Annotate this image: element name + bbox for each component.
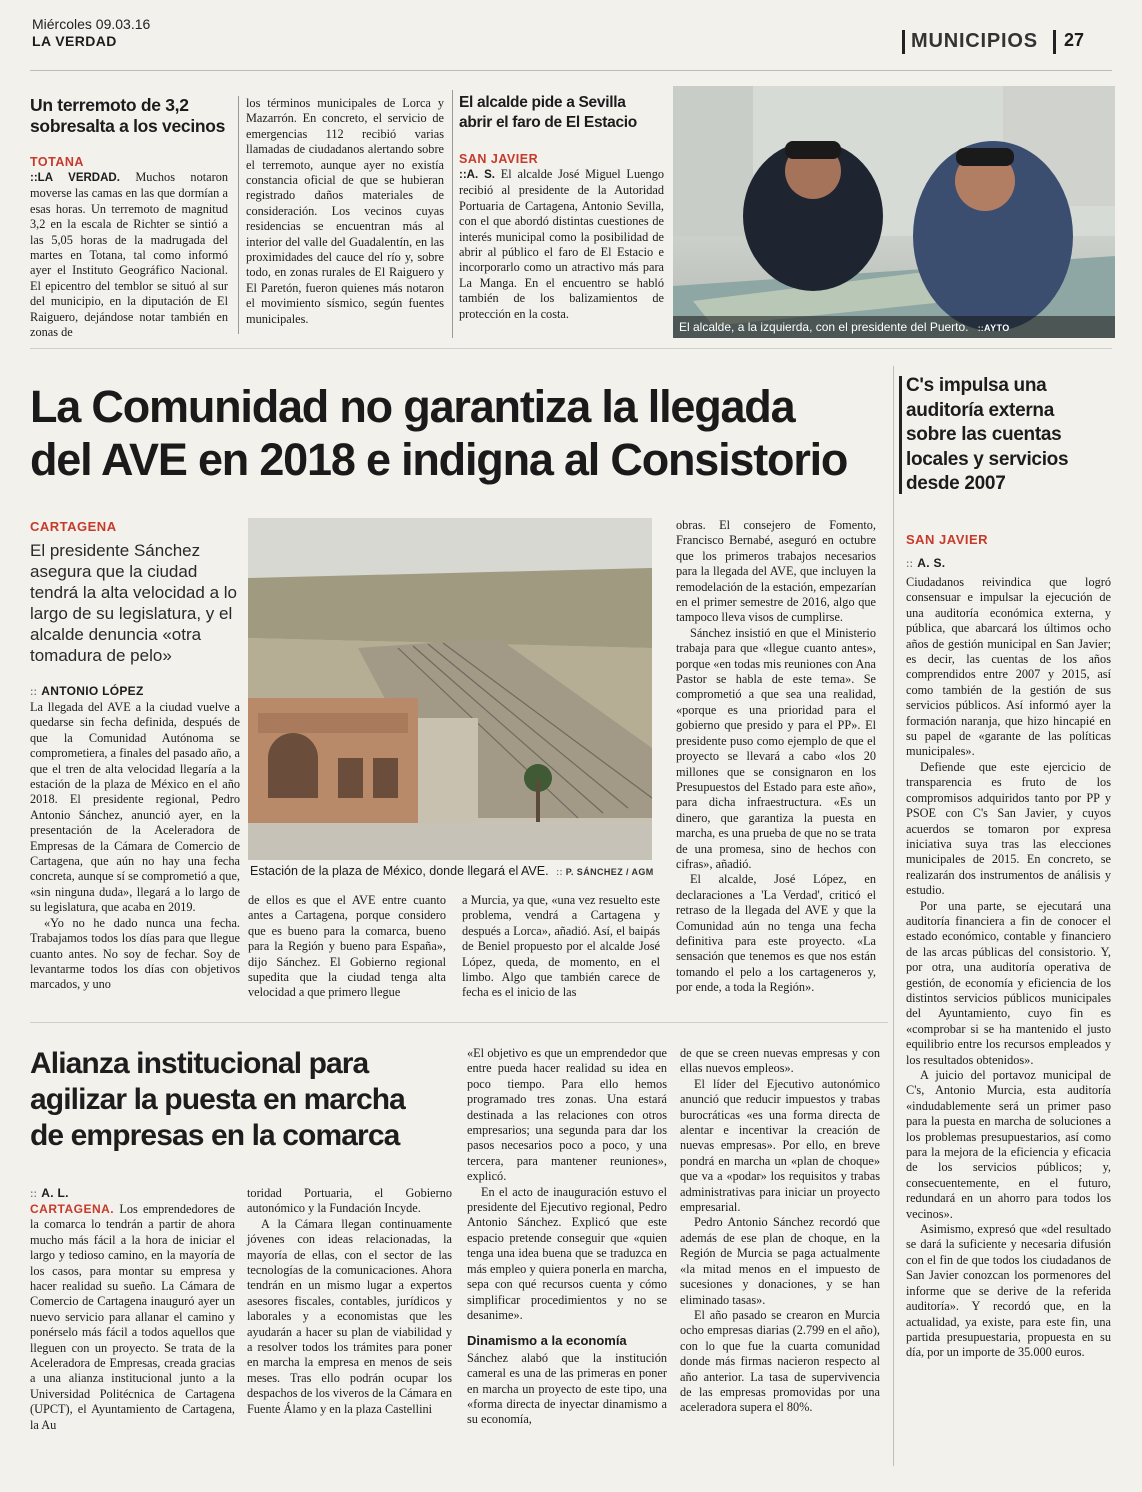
- ave-headline: [30, 380, 890, 486]
- faro-photo-illustration: [673, 86, 1115, 338]
- terremoto-headline-line2: sobresalta a los vecinos: [30, 116, 226, 136]
- ave-credit: :: P. SÁNCHEZ / AGM: [556, 867, 654, 877]
- ave-col3-text: a Murcia, ya que, «una vez resuelto este problema, vendrá a Cartagena y después a Lorca», añadió. Así, el baipás de Beniel propuesto por el alcalde José López, queda, de momento, en el limbo. Algo que también carece de fecha es el inicio de las: [462, 893, 660, 1000]
- faro-text-block: [459, 167, 664, 322]
- alianza-col2-p2: A la Cámara llegan continuamente jóvenes con ideas relacionadas, la mayoría de ellas, con el sector de las tecnologías de la comunicaciones. Ahora tendrán en un mismo lugar a expertos asesores fiscales, contables, jurídicos y laborales y a economistas que les ayudarán a hacer su plan de viabilidad y a resolver todos los trámites para poner en marcha la empresa en menos de seis meses. Tras ello podrán ocupar los despachos de los viveros de la Cámara en Fuente Álamo y en la plaza Castellini: [247, 1216, 452, 1416]
- terremoto-col1: [30, 170, 228, 340]
- auditoria-byline: A. S.: [917, 556, 946, 570]
- ave-byline: ANTONIO LÓPEZ: [41, 684, 144, 698]
- auditoria-p1: Ciudadanos reivindica que logró consensuar e impulsar la ejecución de una auditoría económica externa, y pública, que abarcará los últimos ocho años de gestión municipal en San Javier; es decir, las cuentas de los años comprendidos entre 2007 y 2015, así como también de la gestión de sus servicios públicos. Así informó ayer la formación naranja, que hizo hincapié en su papel de «garante de las políticas municipales».: [906, 575, 1111, 759]
- auditoria-headline-line2: auditoría externa: [906, 399, 1055, 421]
- ave-headline-line1: La Comunidad no garantiza la llegada: [30, 381, 795, 432]
- auditoria-p4: A juicio del portavoz municipal de C's, Antonio Murcia, esta auditoría «indudablemente será un primer paso para la puesta en marcha de soluciones a los problemas presupuestarios, así como para la mejora de la eficiencia y eficacia de los servicios públicos; y, consecuentemente, en el futuro, redundará en un ahorro para todos los vecinos».: [906, 1068, 1111, 1221]
- masthead-paper: LA VERDAD: [32, 33, 117, 49]
- terremoto-col1-text: Muchos notaron moverse las camas en las que dormían a esas horas. Un terremoto de magnitud 3,2 en la escala de Richter se sintió a las 5,05 horas de la madrugada del martes en Totana, tal como informó ayer el Instituto Geográfico Nacional. El epicentro del temblor se situó al sur del municipio, en la diputación de El Raiguero, dejándose notar también en zonas de: [30, 170, 228, 340]
- alianza-col4-p4: El año pasado se crearon en Murcia ocho empresas diarias (2.799 en el año), con lo que fue la cuarta comunidad donde más firmas nacieron respecto al año anterior. La tasa de supervivencia de las empresas promovidas por una aceleradora supera el 80%.: [680, 1307, 880, 1415]
- faro-headline-line2: abrir el faro de El Estacio: [459, 114, 637, 131]
- alianza-col3: [467, 1046, 667, 1428]
- terremoto-col2-text: los términos municipales de Lorca y Mazarrón. En concreto, el servicio de emergencias 112 recibió varias llamadas de ciudadanos alertando sobre el terremoto, aunque ayer no existía constancia oficial de que se hubieran registrado daños materiales de consideración. Los vecinos cuyas residencias se encuentran más al interior del valle del Guadalentín, en las proximidades del cauce del río y, sobre todo, en zonas rurales de El Raiguero y El Paretón, fueron quienes más notaron el movimiento sísmico, según fuentes municipales.: [246, 96, 444, 326]
- ave-photo: [248, 518, 652, 860]
- alianza-byline-block: :: A. L.: [30, 1186, 69, 1200]
- auditoria-p2: Defiende que este ejercicio de transparencia es fruto de los compromisos adquiridos tanto por PP y PSOE con C's San Javier, y cuyos acuerdos se tomaron por expresa iniciativa suya tras las elecciones municipales de 2015. En concreto, se realizarán dos instrumentos de análisis y estudio.: [906, 759, 1111, 898]
- alianza-headline: [30, 1046, 470, 1154]
- faro-caption: El alcalde, a la izquierda, con el presidente del Puerto.: [679, 320, 969, 334]
- ave-col4-p3: El alcalde, José López, en declaraciones a 'La Verdad', criticó el retraso de la llegada del AVE y que la Comunidad aún no tenga una fecha definitiva para este proyecto. «La sensación que tenemos es que nos están tomando el pelo a los cartageneros y, por ende, a toda la Región».: [676, 872, 876, 995]
- auditoria-body: [906, 575, 1111, 1361]
- alianza-col3-p3: Sánchez alabó que la institución cameral es una de las primeras en poner en marcha un proyecto de este tipo, una «forma directa de inyectar dinamismo a su economía,: [467, 1350, 667, 1427]
- ave-col1-p2: «Yo no he dado nunca una fecha. Trabajamos todos los días para que llegue cuanto antes. No soy de fechar. Soy de levantarme todos los días con objetivos marcados, y uno: [30, 915, 240, 992]
- terremoto-column-rule: [238, 96, 239, 334]
- section-divider-left: [902, 30, 905, 54]
- alianza-col3-subhead: Dinamismo a la economía: [467, 1333, 627, 1349]
- alianza-location: CARTAGENA.: [30, 1202, 115, 1216]
- ave-col3: [462, 893, 660, 1001]
- alianza-col4-p1: de que se creen nuevas empresas y con ellas nuevos empleos».: [680, 1046, 880, 1076]
- alianza-headline-line2: agilizar la puesta en marcha: [30, 1083, 405, 1116]
- terremoto-headline: [30, 95, 245, 137]
- auditoria-byline-block: :: A. S.: [906, 556, 946, 570]
- terremoto-location: TOTANA: [30, 155, 84, 169]
- ave-headline-line2: del AVE en 2018 e indigna al Consistorio: [30, 434, 848, 485]
- faro-byline: ::A. S.: [459, 169, 495, 181]
- faro-text: El alcalde José Miguel Luengo recibió al presidente de la Autoridad Portuaria de Cartagena, Antonio Sevilla, con el que abordó distintas cuestiones de interés municipal como la posibilidad de abrir al público el faro de El Estacio e incorporarlo como un atractivo más para La Manga. En el encuentro se habló también de los balizamientos de protección en la costa.: [459, 167, 664, 321]
- ave-subhead: El presidente Sánchez asegura que la ciudad tendrá la alta velocidad a lo largo de su legislatura, y el alcalde denuncia «otra tomadura de pelo»: [30, 541, 237, 665]
- alianza-col1: [30, 1202, 235, 1433]
- ave-caption: Estación de la plaza de México, donde llegará el AVE.: [250, 864, 549, 878]
- ave-col4: [676, 518, 876, 996]
- terremoto-headline-line1: Un terremoto de 3,2: [30, 95, 189, 115]
- faro-photo: [673, 86, 1115, 338]
- alianza-col1-text: Los emprendedores de la comarca lo tendrán a partir de ahora mucho más fácil a la hora de iniciar el largo y tedioso camino, en la mayoría de los casos, para montar su empresa y hacer realidad su sueño. La Cámara de Comercio de Cartagena inauguró ayer un nuevo servicio para allanar el camino y ponérselo más fácil a todos aquellos que lleguen con un proyecto. Se trata de la Aceleradora de Empresas, creada gracias a una alianza institucional junto a la Universidad Politécnica de Cartagena (UPCT), el Ayuntamiento de Cartagena, la Au: [30, 1202, 235, 1432]
- ave-caption-block: [250, 864, 660, 878]
- alianza-col3-p1: «El objetivo es que un emprendedor que entre pueda hacer realidad su idea en poco tiempo. Para ello hemos programado tres zonas. Una estará destinada a las relaciones con otros empresarios; una segunda para dar los pasos necesarios poco a poco, y una tercera, para mantener reuniones», explicó.: [467, 1046, 667, 1184]
- auditoria-headline: [906, 374, 1116, 497]
- alianza-col4: [680, 1046, 880, 1416]
- auditoria-headline-line3: sobre las cuentas: [906, 424, 1062, 445]
- ave-byline-block: :: ANTONIO LÓPEZ: [30, 684, 144, 698]
- auditoria-headline-line5: desde 2007: [906, 473, 1006, 494]
- faro-location: SAN JAVIER: [459, 152, 539, 166]
- alianza-headline-line3: de empresas en la comarca: [30, 1119, 400, 1152]
- alianza-col4-p3: Pedro Antonio Sánchez recordó que además de ese plan de choque, en la Región de Murcia se paga actualmente «la mitad menos en el impuesto de sucesiones y donaciones, y se han eliminado tasas».: [680, 1215, 880, 1307]
- ave-location: CARTAGENA: [30, 519, 117, 534]
- terremoto-byline: ::LA VERDAD.: [30, 172, 120, 184]
- sidebar-marker: [899, 376, 902, 494]
- terremoto-col2: [246, 96, 444, 327]
- faro-credit: ::AYTO: [977, 323, 1010, 333]
- alianza-col4-p2: El líder del Ejecutivo autonómico anunció que reducir impuestos y trabas burocráticas «es una forma directa de alentar e incentivar la creación de nuevas empresas». Por ello, en breve pondrá en marcha un «plan de choque» que va a «podar» los requisitos y trabas administrativas para iniciar un proyecto empresarial.: [680, 1076, 880, 1215]
- auditoria-p3: Por una parte, se ejecutará una auditoría financiera a fin de conocer el estado económico, contable y financiero de las arcas públicas del consistorio. Y, por otra, una auditoría operativa de gestión, de economía y eficiencia de los distintos servicios públicos municipales del Ayuntamiento, cuyo fin es «comprobar si se ha mantenido el justo equilibrio entre los recursos empleados y los resultados obtenidos».: [906, 898, 1111, 1067]
- ave-col4-p1: obras. El consejero de Fomento, Francisco Bernabé, aseguró en octubre que los primeros trabajos necesarios para la llegada del AVE, que incluyen la remodelación de la estación, empezarían en el primer semestre de 2016, algo que tampoco lleva visos de cumplirse.: [676, 518, 876, 625]
- auditoria-p5: Asimismo, expresó que «del resultado se dará la suficiente y necesaria difusión con el fin de que todos los ciudadanos de San Javier conozcan los pormenores del informe que se derive de la referida auditoría». Y recordó que, en la actualidad, ya existe, para este fin, una partida presupuestaria, propuesta en su día, por un importe de 35.000 euros.: [906, 1222, 1111, 1360]
- section-title: MUNICIPIOS: [911, 30, 1038, 52]
- ave-bottom-rule: [30, 1022, 888, 1023]
- faro-headline: [459, 93, 669, 133]
- faro-caption-bar: [673, 316, 1115, 338]
- faro-headline-line1: El alcalde pide a Sevilla: [459, 94, 626, 111]
- alianza-headline-line1: Alianza institucional para: [30, 1047, 369, 1080]
- header-rule: [30, 70, 1112, 71]
- top-band-rule: [30, 348, 1112, 349]
- alianza-col2-p1: toridad Portuaria, el Gobierno autonómico y la Fundación Incyde.: [247, 1186, 452, 1216]
- alianza-col3-p2: En el acto de inauguración estuvo el presidente del Ejecutivo regional, Pedro Antonio Sánchez. Explicó que este espacio pretende conseguir que «quien tenga una idea buena que se traduzca en más empleo y quiera ponerla en marcha, sepa con qué recursos cuenta y cómo simplificar procedimientos y no se desanime».: [467, 1184, 667, 1322]
- sidebar-rule: [893, 366, 894, 1466]
- auditoria-location: SAN JAVIER: [906, 532, 989, 547]
- section-divider-right: [1053, 30, 1056, 54]
- ave-col2-text: de ellos es que el AVE entre cuanto antes a Cartagena, porque considero que es bueno para la comarca, bueno para la Región y bueno para España», dijo Sánchez. El Gobierno regional supedita que la ciudad tenga alta velocidad a que primero llegue: [248, 893, 446, 1000]
- alianza-col2: [247, 1186, 452, 1417]
- page-number: 27: [1064, 30, 1085, 50]
- ave-col1-p1: La llegada del AVE a la ciudad vuelve a quedarse sin fecha definida, después de que la Comunidad Autónoma se comprometiera, a finales del pasado año, a que el tren de alta velocidad llegaría a la estación de la plaza de México en el año 2018. El presidente regional, Pedro Antonio Sánchez, anunció ayer, en la presentación de la Aceleradora de Empresas de la Cámara de Comercio de Cartagena, que aún no hay una fecha concreta, aunque sí se comprometió a que, «sin ninguna duda», llegará a lo largo de su legislatura, que acaba en 2019.: [30, 700, 240, 915]
- auditoria-headline-line4: locales y servicios: [906, 448, 1069, 470]
- ave-col1: [30, 700, 240, 993]
- alianza-byline: A. L.: [41, 1186, 69, 1200]
- ave-photo-illustration: [248, 518, 652, 860]
- masthead-date: Miércoles 09.03.16: [32, 16, 151, 32]
- terremoto-faro-rule: [452, 90, 453, 338]
- ave-col4-p2: Sánchez insistió en que el Ministerio trabaja para que «llegue cuanto antes», porque «en todas mis reuniones con Ana Pastor se habla de este tema». Se comprometió a que sea una realidad, «porque es una prioridad para el gobierno que presido y para el PP». El presidente puso como ejemplo de que el proyecto se llevará a cabo «los 20 millones que se consignaron en los Presupuestos del Estado para este año», para dicha infraestructura. «Es un dinero, que garantiza la puesta en marcha, es una prueba de que no se trata de una promesa, sino de hechos con cifras», añadió.: [676, 625, 876, 871]
- auditoria-headline-line1: C's impulsa una: [906, 375, 1047, 396]
- ave-col2: [248, 893, 446, 1001]
